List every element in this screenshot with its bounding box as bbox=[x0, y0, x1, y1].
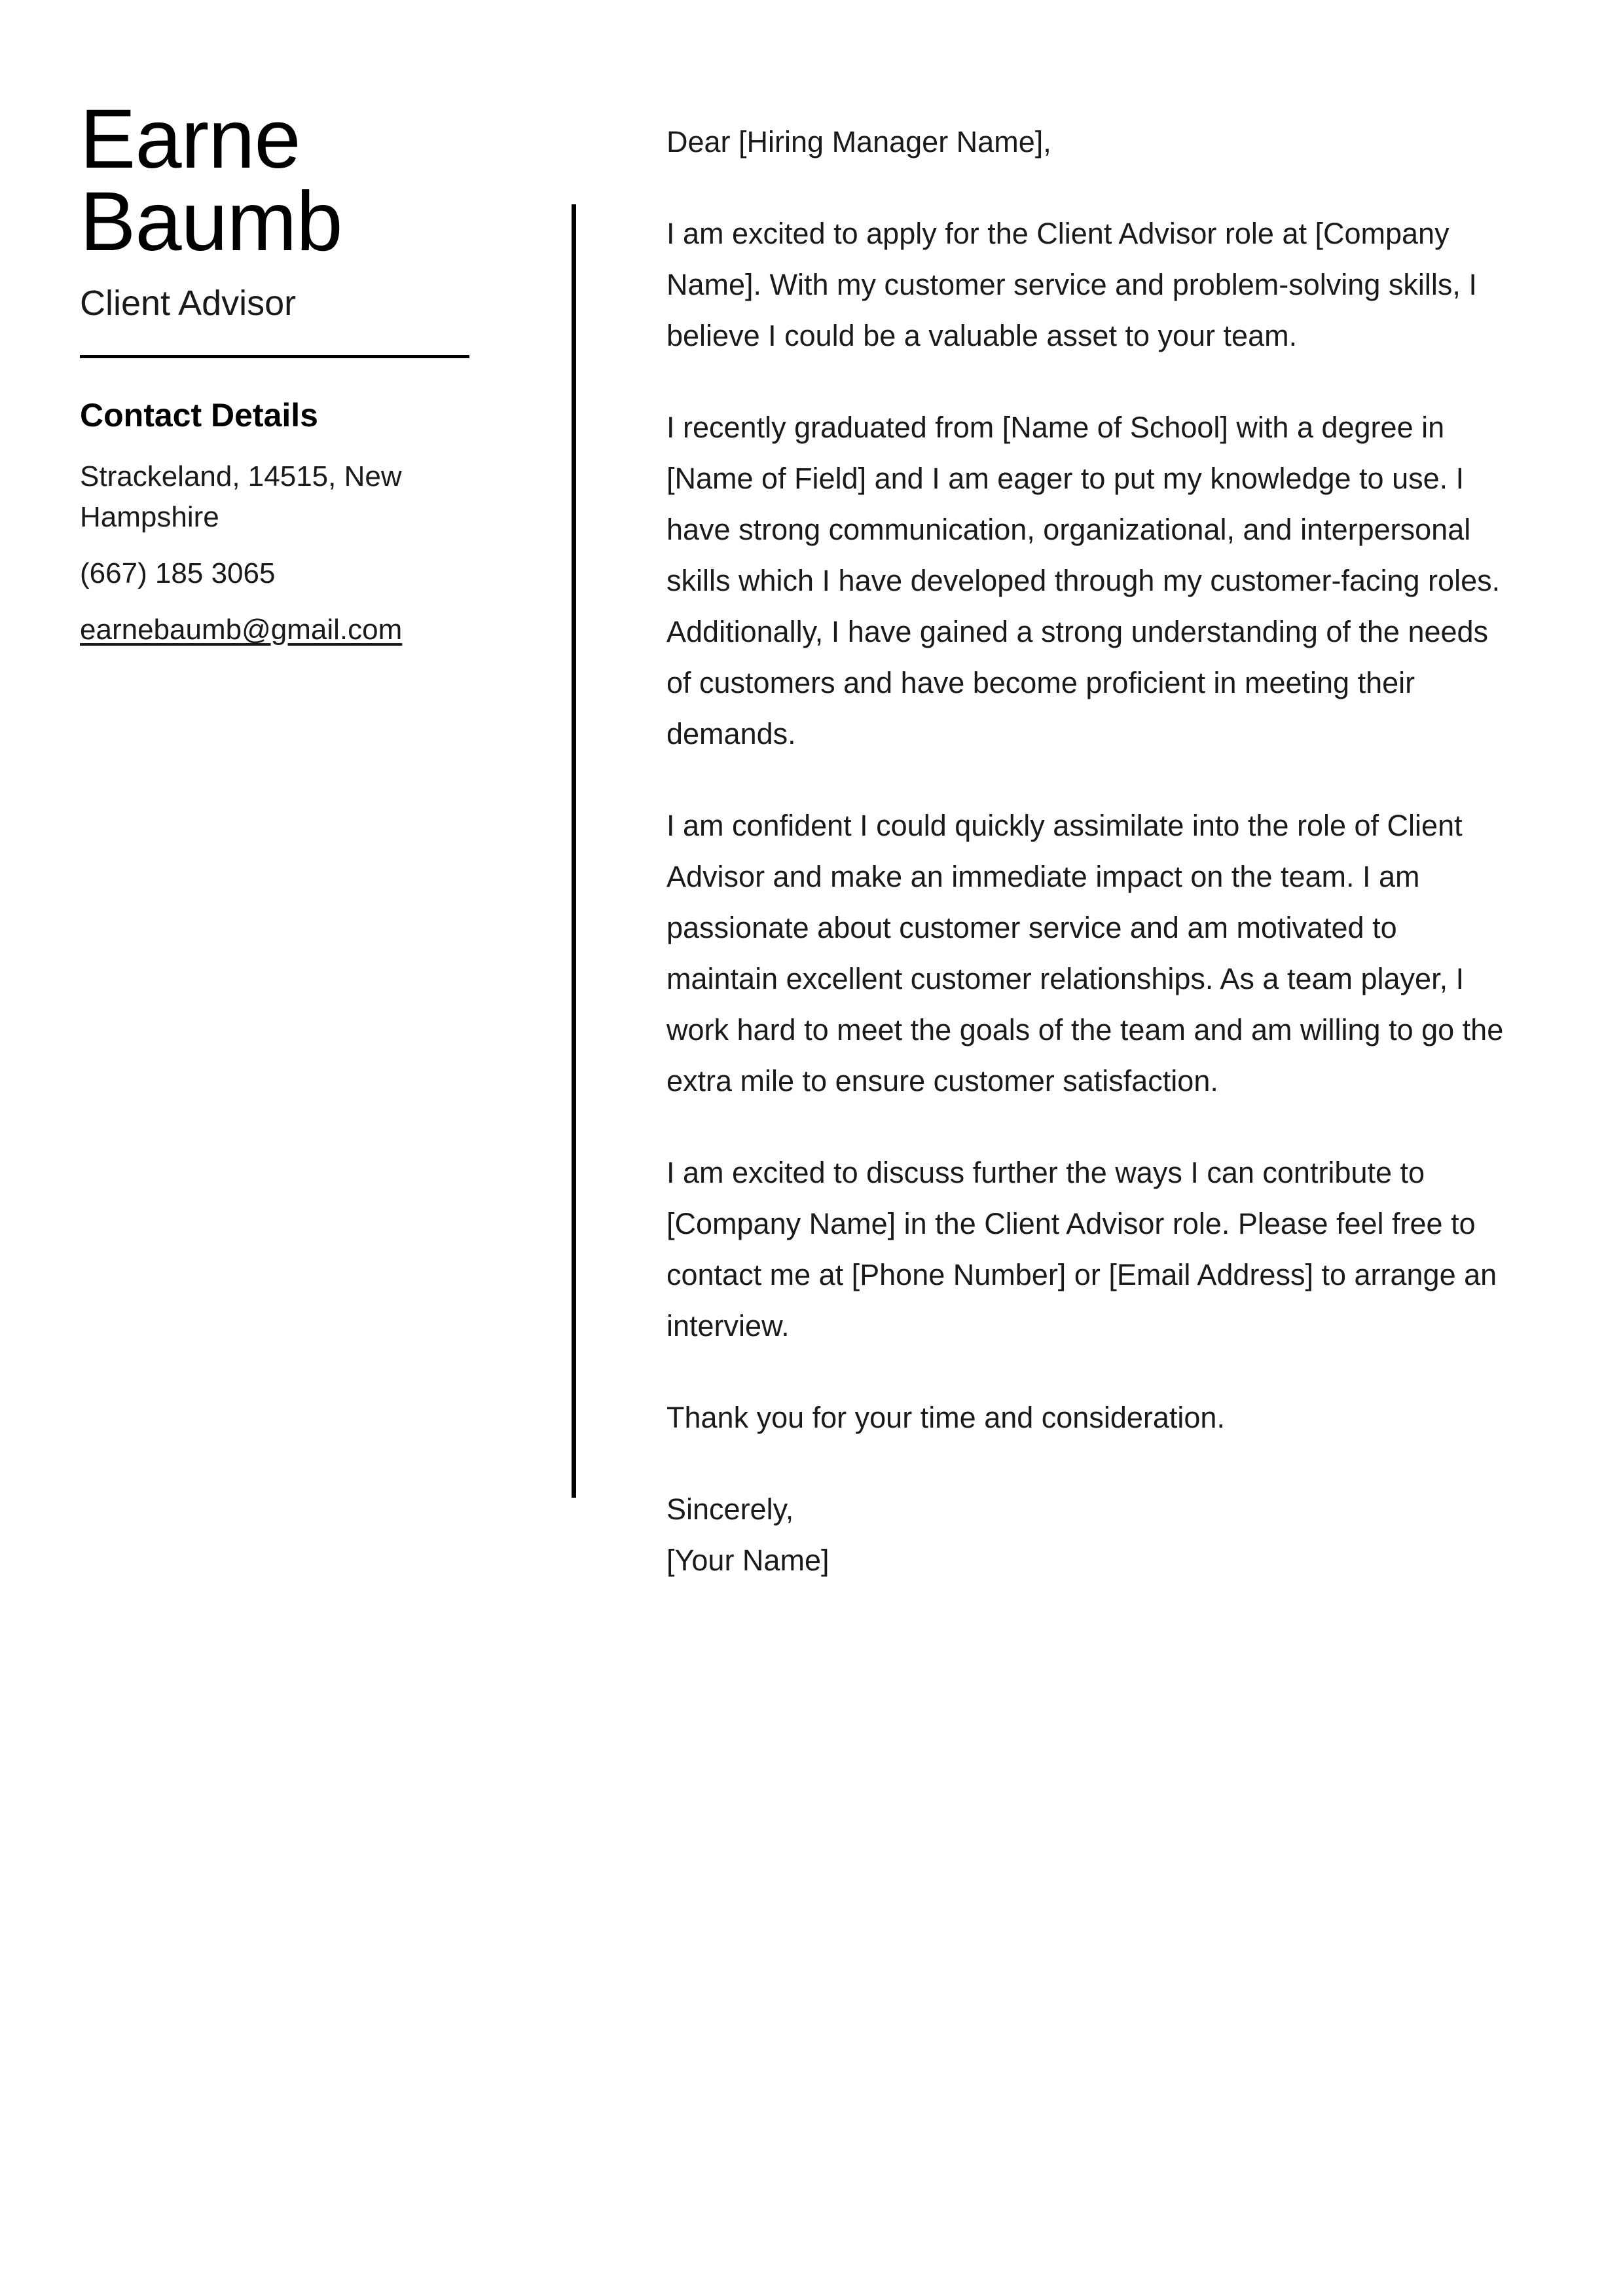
letter-thank-you: Thank you for your time and consideration. bbox=[666, 1401, 1225, 1434]
letter-paragraph: I am excited to apply for the Client Advisor role at [Company Name]. With my customer service and problem-solving skills, I believe I could be a valuable asset to your team. bbox=[666, 217, 1477, 352]
applicant-last-name: Baumb bbox=[80, 175, 342, 268]
letter-paragraph: I recently graduated from [Name of School] with a degree in [Name of Field] and I am eager to put my knowledge to use. I have strong communication, organizational, and interpersonal skills which I have developed through my customer-facing roles. Additionally, I have gained a strong understanding of the needs of customers and have become proficient in meeting their demands. bbox=[666, 411, 1501, 750]
letter-signature: [Your Name] bbox=[666, 1544, 830, 1577]
sidebar bbox=[80, 92, 499, 666]
letter-paragraph: I am excited to discuss further the ways I can contribute to [Company Name] in the Client Advisor role. Please feel free to contact me at [Phone Number] or [Email Address] to arrange an interview. bbox=[666, 1156, 1497, 1342]
contact-phone[interactable]: (667) 185 3065 bbox=[80, 557, 276, 589]
letter-body bbox=[666, 117, 1508, 1627]
contact-email[interactable]: earnebaumb@gmail.com bbox=[80, 614, 403, 646]
sidebar-divider-rule bbox=[80, 355, 469, 358]
column-divider-rule bbox=[572, 204, 576, 1498]
letter-closing: Sincerely, bbox=[666, 1492, 794, 1526]
contact-address: Strackeland, 14515, New Hampshire bbox=[80, 460, 402, 533]
contact-details-list bbox=[80, 456, 499, 666]
applicant-job-title: Client Advisor bbox=[80, 284, 297, 323]
letter-paragraph: I am confident I could quickly assimilate into the role of Client Advisor and make an immediate impact on the team. I am passionate about customer service and am motivated to maintain excellent customer relationships. As a team player, I work hard to meet the goals of the team and am willing to go the extra mile to ensure customer satisfaction. bbox=[666, 809, 1504, 1098]
applicant-first-name: Earne bbox=[80, 92, 301, 186]
contact-details-heading: Contact Details bbox=[80, 397, 318, 434]
applicant-name bbox=[80, 92, 499, 268]
letter-salutation: Dear [Hiring Manager Name], bbox=[666, 125, 1051, 158]
